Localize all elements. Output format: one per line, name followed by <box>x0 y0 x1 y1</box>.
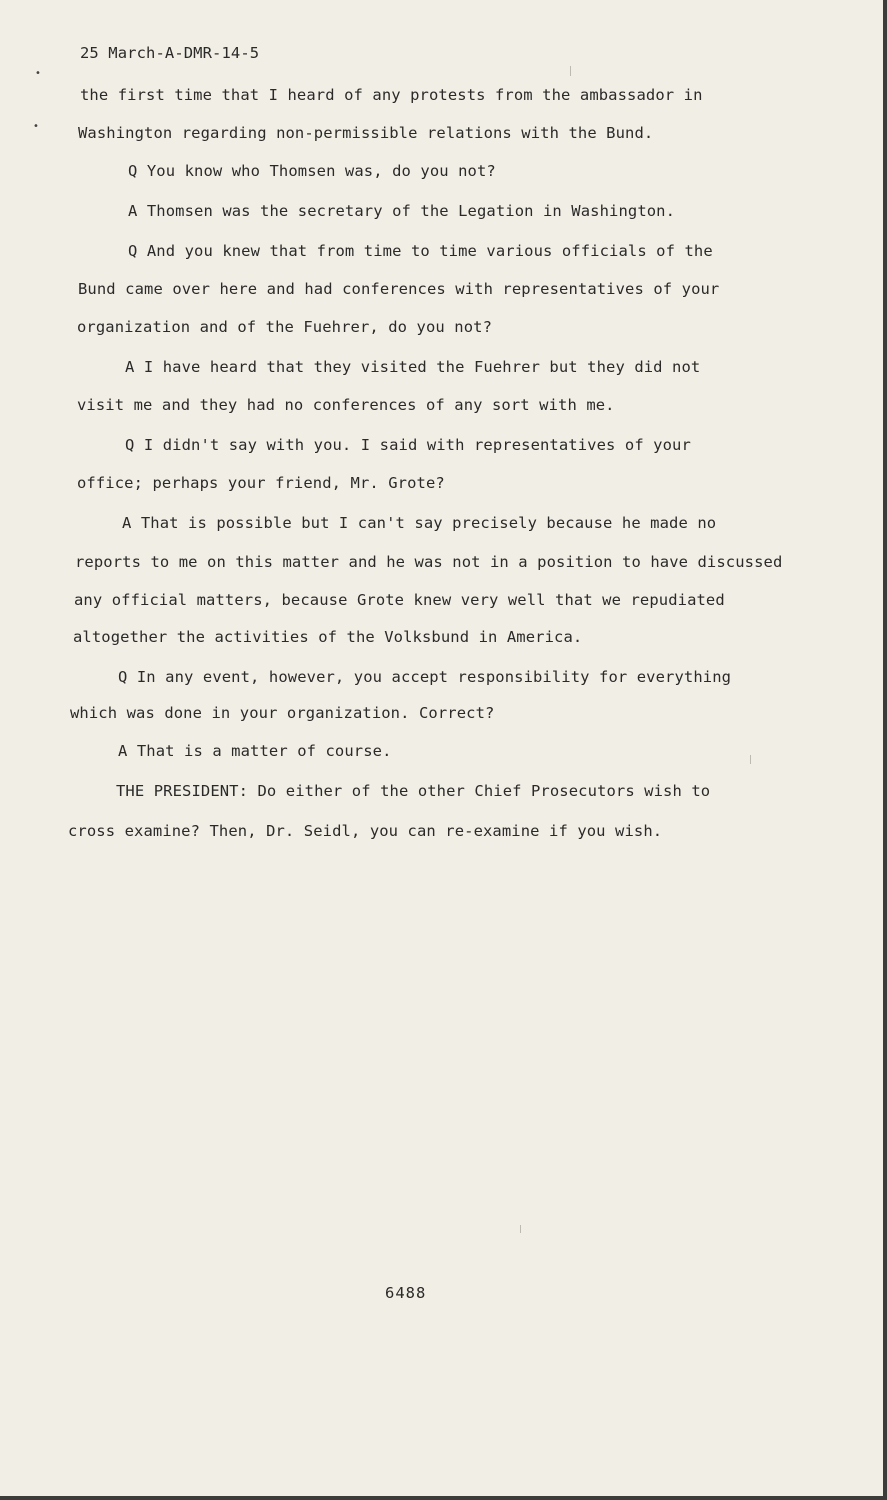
text-line: THE PRESIDENT: Do either of the other Chief Prosecutors wish to <box>116 782 711 800</box>
paper-speck <box>520 1225 521 1233</box>
paper-speck <box>750 755 751 764</box>
text-line: which was done in your organization. Correct? <box>70 704 495 722</box>
text-line: reports to me on this matter and he was not in a position to have discussed <box>75 553 783 571</box>
text-line: Bund came over here and had conferences with representatives of your <box>78 280 720 298</box>
text-line: visit me and they had no conferences of any sort with me. <box>77 396 615 414</box>
page-number: 6488 <box>385 1284 427 1302</box>
text-line: A Thomsen was the secretary of the Legation in Washington. <box>128 202 676 220</box>
text-line: A That is a matter of course. <box>118 742 392 760</box>
margin-mark: • <box>33 121 39 132</box>
margin-mark: • <box>35 68 41 79</box>
text-line: the first time that I heard of any protests from the ambassador in <box>80 86 703 104</box>
text-line: altogether the activities of the Volksbund in America. <box>73 628 583 646</box>
text-line: Washington regarding non-permissible relations with the Bund. <box>78 124 654 142</box>
text-line: cross examine? Then, Dr. Seidl, you can re-examine if you wish. <box>68 822 663 840</box>
text-line: A I have heard that they visited the Fuehrer but they did not <box>125 358 701 376</box>
paper-speck <box>570 66 571 76</box>
text-line: organization and of the Fuehrer, do you not? <box>77 318 492 336</box>
text-line: office; perhaps your friend, Mr. Grote? <box>77 474 445 492</box>
text-line: Q I didn't say with you. I said with representatives of your <box>125 436 691 454</box>
document-reference: 25 March-A-DMR-14-5 <box>80 44 260 62</box>
text-line: Q You know who Thomsen was, do you not? <box>128 162 496 180</box>
text-line: A That is possible but I can't say precisely because he made no <box>122 514 717 532</box>
text-line: Q And you knew that from time to time various officials of the <box>128 242 713 260</box>
text-line: Q In any event, however, you accept responsibility for everything <box>118 668 732 686</box>
text-line: any official matters, because Grote knew very well that we repudiated <box>74 591 725 609</box>
